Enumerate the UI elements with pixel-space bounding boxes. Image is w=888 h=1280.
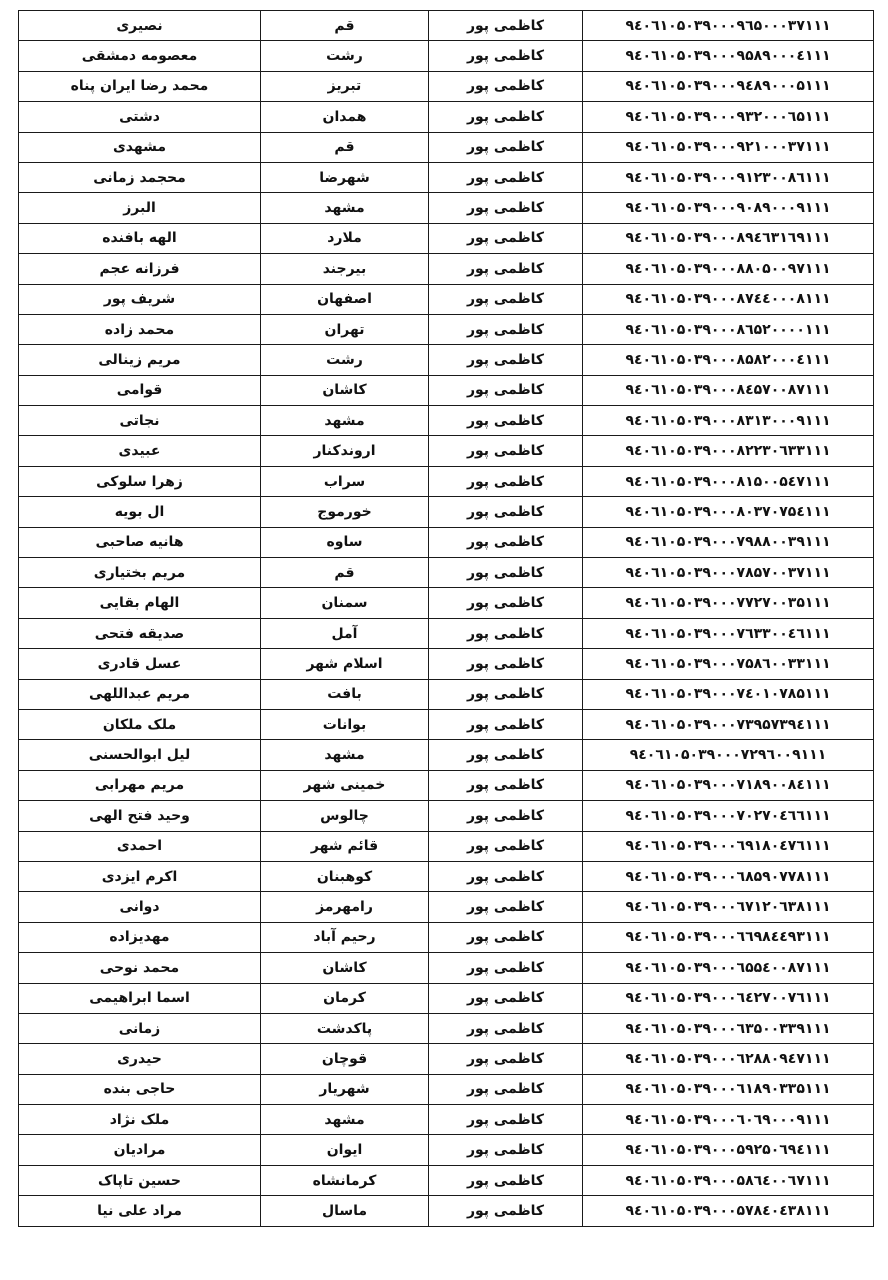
surname-cell: کاظمی پور [429, 1074, 583, 1104]
person-name-cell: احمدی [19, 831, 261, 861]
tracking-code-cell: ۹٤۰٦۱۰۵۰۳۹۰۰۰٦۵۵٤۰۰۸۷۱۱۱ [583, 953, 874, 983]
person-name-cell: لیل ابوالحسنی [19, 740, 261, 770]
person-name-cell: قوامی [19, 375, 261, 405]
person-name-cell: نصیری [19, 11, 261, 41]
surname-cell: کاظمی پور [429, 649, 583, 679]
person-name-cell: الهام بقایی [19, 588, 261, 618]
tracking-code-cell: ۹٤۰٦۱۰۵۰۳۹۰۰۰۸۰۳۷۰۷۵٤۱۱۱ [583, 497, 874, 527]
surname-cell: کاظمی پور [429, 953, 583, 983]
city-cell: مشهد [261, 193, 429, 223]
city-cell: اروندکنار [261, 436, 429, 466]
city-cell: کوهبنان [261, 861, 429, 891]
person-name-cell: زمانی [19, 1013, 261, 1043]
tracking-code-cell: ۹٤۰٦۱۰۵۰۳۹۰۰۰۸۸۰۵۰۰۹۷۱۱۱ [583, 254, 874, 284]
table-row [19, 740, 874, 770]
surname-cell: کاظمی پور [429, 497, 583, 527]
table-row [19, 436, 874, 466]
person-name-cell: مهدیزاده [19, 922, 261, 952]
surname-cell: کاظمی پور [429, 1196, 583, 1226]
table-row [19, 406, 874, 436]
table-row [19, 649, 874, 679]
person-name-cell: وحید فتح الهی [19, 801, 261, 831]
table-row [19, 1196, 874, 1226]
surname-cell: کاظمی پور [429, 193, 583, 223]
tracking-code-cell: ۹٤۰٦۱۰۵۰۳۹۰۰۰۹۲۱۰۰۰۳۷۱۱۱ [583, 132, 874, 162]
table-row [19, 831, 874, 861]
city-cell: قم [261, 132, 429, 162]
surname-cell: کاظمی پور [429, 892, 583, 922]
person-name-cell: شریف پور [19, 284, 261, 314]
person-name-cell: الهه بافنده [19, 223, 261, 253]
person-name-cell: مراد علی نیا [19, 1196, 261, 1226]
table-row [19, 466, 874, 496]
table-row [19, 41, 874, 71]
surname-cell: کاظمی پور [429, 1044, 583, 1074]
person-name-cell: مریم زینالی [19, 345, 261, 375]
roster-sheet [18, 10, 874, 1270]
city-cell: ملارد [261, 223, 429, 253]
person-name-cell: محمد رضا ایران پناه [19, 71, 261, 101]
surname-cell: کاظمی پور [429, 284, 583, 314]
person-name-cell: مشهدی [19, 132, 261, 162]
person-name-cell: دوانی [19, 892, 261, 922]
surname-cell: کاظمی پور [429, 618, 583, 648]
table-row [19, 861, 874, 891]
city-cell: تهران [261, 314, 429, 344]
city-cell: رشت [261, 345, 429, 375]
person-name-cell: اسما ابراهیمی [19, 983, 261, 1013]
city-cell: رامهرمز [261, 892, 429, 922]
table-row [19, 892, 874, 922]
table-row [19, 1165, 874, 1195]
city-cell: مشهد [261, 406, 429, 436]
city-cell: بوانات [261, 709, 429, 739]
table-row [19, 254, 874, 284]
city-cell: سمنان [261, 588, 429, 618]
person-name-cell: حسین تاپاک [19, 1165, 261, 1195]
city-cell: اسلام شهر [261, 649, 429, 679]
table-row [19, 679, 874, 709]
surname-cell: کاظمی پور [429, 1135, 583, 1165]
city-cell: شهریار [261, 1074, 429, 1104]
city-cell: بیرجند [261, 254, 429, 284]
tracking-code-cell: ۹٤۰٦۱۰۵۰۳۹۰۰۰۷٦۳۳۰۰٤٦۱۱۱ [583, 618, 874, 648]
person-name-cell: عبیدی [19, 436, 261, 466]
table-row [19, 922, 874, 952]
tracking-code-cell: ۹٤۰٦۱۰۵۰۳۹۰۰۰۹٦۵۰۰۰۳۷۱۱۱ [583, 11, 874, 41]
surname-cell: کاظمی پور [429, 41, 583, 71]
city-cell: کاشان [261, 953, 429, 983]
surname-cell: کاظمی پور [429, 11, 583, 41]
table-row [19, 1013, 874, 1043]
tracking-code-cell: ۹٤۰٦۱۰۵۰۳۹۰۰۰۸۵۸۲۰۰۰٤۱۱۱ [583, 345, 874, 375]
surname-cell: کاظمی پور [429, 801, 583, 831]
city-cell: رشت [261, 41, 429, 71]
city-cell: ایوان [261, 1135, 429, 1165]
table-row [19, 1135, 874, 1165]
person-name-cell: مریم بختیاری [19, 558, 261, 588]
roster-table [18, 10, 874, 1227]
table-row [19, 11, 874, 41]
tracking-code-cell: ۹٤۰٦۱۰۵۰۳۹۰۰۰٦۷۱۲۰٦۳۸۱۱۱ [583, 892, 874, 922]
surname-cell: کاظمی پور [429, 922, 583, 952]
tracking-code-cell: ۹٤۰٦۱۰۵۰۳۹۰۰۰۹۵۸۹۰۰۰٤۱۱۱ [583, 41, 874, 71]
surname-cell: کاظمی پور [429, 983, 583, 1013]
table-row [19, 345, 874, 375]
surname-cell: کاظمی پور [429, 1013, 583, 1043]
table-row [19, 709, 874, 739]
city-cell: قم [261, 11, 429, 41]
city-cell: آمل [261, 618, 429, 648]
surname-cell: کاظمی پور [429, 831, 583, 861]
city-cell: قائم شهر [261, 831, 429, 861]
person-name-cell: هانیه صاحبی [19, 527, 261, 557]
city-cell: اصفهان [261, 284, 429, 314]
tracking-code-cell: ۹٤۰٦۱۰۵۰۳۹۰۰۰۷۷۲۷۰۰۳۵۱۱۱ [583, 588, 874, 618]
tracking-code-cell: ۹٤۰٦۱۰۵۰۳۹۰۰۰٦۰٦۹۰۰۰۹۱۱۱ [583, 1105, 874, 1135]
person-name-cell: عسل قادری [19, 649, 261, 679]
surname-cell: کاظمی پور [429, 588, 583, 618]
city-cell: شهرضا [261, 162, 429, 192]
surname-cell: کاظمی پور [429, 254, 583, 284]
surname-cell: کاظمی پور [429, 558, 583, 588]
city-cell: همدان [261, 102, 429, 132]
surname-cell: کاظمی پور [429, 375, 583, 405]
city-cell: مشهد [261, 1105, 429, 1135]
city-cell: قم [261, 558, 429, 588]
tracking-code-cell: ۹٤۰٦۱۰۵۰۳۹۰۰۰۵۹۲۵۰٦۹٤۱۱۱ [583, 1135, 874, 1165]
tracking-code-cell: ۹٤۰٦۱۰۵۰۳۹۰۰۰٦٦۹۸٤٤۹۳۱۱۱ [583, 922, 874, 952]
table-row [19, 375, 874, 405]
table-row [19, 284, 874, 314]
surname-cell: کاظمی پور [429, 345, 583, 375]
tracking-code-cell: ۹٤۰٦۱۰۵۰۳۹۰۰۰٦٤۲۷۰۰۷٦۱۱۱ [583, 983, 874, 1013]
person-name-cell: البرز [19, 193, 261, 223]
tracking-code-cell: ۹٤۰٦۱۰۵۰۳۹۰۰۰۹۳۲۰۰۰٦۵۱۱۱ [583, 102, 874, 132]
person-name-cell: صدیقه فتحی [19, 618, 261, 648]
person-name-cell: معصومه دمشقی [19, 41, 261, 71]
table-row [19, 102, 874, 132]
table-row [19, 1044, 874, 1074]
tracking-code-cell: ۹٤۰٦۱۰۵۰۳۹۰۰۰٦۱۸۹۰۳۳۵۱۱۱ [583, 1074, 874, 1104]
table-row [19, 193, 874, 223]
tracking-code-cell: ۹٤۰٦۱۰۵۰۳۹۰۰۰۸۱۵۰۰۵٤۷۱۱۱ [583, 466, 874, 496]
city-cell: خمینی شهر [261, 770, 429, 800]
person-name-cell: مریم عبداللهی [19, 679, 261, 709]
tracking-code-cell: ۹٤۰٦۱۰۵۰۳۹۰۰۰۷۰۲۷۰٤٦٦۱۱۱ [583, 801, 874, 831]
person-name-cell: دشتی [19, 102, 261, 132]
surname-cell: کاظمی پور [429, 709, 583, 739]
city-cell: بافت [261, 679, 429, 709]
tracking-code-cell: ۹٤۰٦۱۰۵۰۳۹۰۰۰۸۳۱۳۰۰۰۹۱۱۱ [583, 406, 874, 436]
city-cell: سراب [261, 466, 429, 496]
tracking-code-cell: ۹٤۰٦۱۰۵۰۳۹۰۰۰۹۰۸۹۰۰۰۹۱۱۱ [583, 193, 874, 223]
table-row [19, 618, 874, 648]
tracking-code-cell: ۹٤۰٦۱۰۵۰۳۹۰۰۰۷۳۹۵۷۳۹٤۱۱۱ [583, 709, 874, 739]
surname-cell: کاظمی پور [429, 740, 583, 770]
tracking-code-cell: ۹٤۰٦۱۰۵۰۳۹۰۰۰۹۱۲۳۰۰۸٦۱۱۱ [583, 162, 874, 192]
tracking-code-cell: ۹٤۰٦۱۰۵۰۳۹۰۰۰٦۹۱۸۰٤۷٦۱۱۱ [583, 831, 874, 861]
city-cell: ماسال [261, 1196, 429, 1226]
roster-table-body [19, 11, 874, 1227]
person-name-cell: ملک ملکان [19, 709, 261, 739]
tracking-code-cell: ۹٤۰٦۱۰۵۰۳۹۰۰۰۸۷٤٤۰۰۰۸۱۱۱ [583, 284, 874, 314]
city-cell: کرمان [261, 983, 429, 1013]
table-row [19, 497, 874, 527]
tracking-code-cell: ۹٤۰٦۱۰۵۰۳۹۰۰۰٦۳۵۰۰۳۳۹۱۱۱ [583, 1013, 874, 1043]
tracking-code-cell: ۹٤۰٦۱۰۵۰۳۹۰۰۰٦۲۸۸۰۹٤۷۱۱۱ [583, 1044, 874, 1074]
city-cell: ساوه [261, 527, 429, 557]
table-row [19, 588, 874, 618]
tracking-code-cell: ۹٤۰٦۱۰۵۰۳۹۰۰۰۷۱۸۹۰۰۸٤۱۱۱ [583, 770, 874, 800]
person-name-cell: ملک نژاد [19, 1105, 261, 1135]
person-name-cell: مرادیان [19, 1135, 261, 1165]
surname-cell: کاظمی پور [429, 406, 583, 436]
tracking-code-cell: ۹٤۰٦۱۰۵۰۳۹۰۰۰۷۵۸٦۰۰۳۳۱۱۱ [583, 649, 874, 679]
city-cell: کاشان [261, 375, 429, 405]
city-cell: قوچان [261, 1044, 429, 1074]
city-cell: تبریز [261, 71, 429, 101]
tracking-code-cell: ۹٤۰٦۱۰۵۰۳۹۰۰۰۷۲۹٦۰۰۹۱۱۱ [583, 740, 874, 770]
person-name-cell: فرزانه عجم [19, 254, 261, 284]
surname-cell: کاظمی پور [429, 466, 583, 496]
surname-cell: کاظمی پور [429, 1165, 583, 1195]
table-row [19, 801, 874, 831]
table-row [19, 223, 874, 253]
surname-cell: کاظمی پور [429, 679, 583, 709]
surname-cell: کاظمی پور [429, 527, 583, 557]
table-row [19, 162, 874, 192]
surname-cell: کاظمی پور [429, 314, 583, 344]
person-name-cell: محجمد زمانی [19, 162, 261, 192]
tracking-code-cell: ۹٤۰٦۱۰۵۰۳۹۰۰۰۷۹۸۸۰۰۳۹۱۱۱ [583, 527, 874, 557]
table-row [19, 71, 874, 101]
person-name-cell: نجاتی [19, 406, 261, 436]
table-row [19, 132, 874, 162]
person-name-cell: ال بویه [19, 497, 261, 527]
surname-cell: کاظمی پور [429, 223, 583, 253]
person-name-cell: اکرم ایزدی [19, 861, 261, 891]
table-row [19, 558, 874, 588]
person-name-cell: حیدری [19, 1044, 261, 1074]
city-cell: مشهد [261, 740, 429, 770]
table-row [19, 770, 874, 800]
tracking-code-cell: ۹٤۰٦۱۰۵۰۳۹۰۰۰۸٦۵۲۰۰۰۰۱۱۱ [583, 314, 874, 344]
tracking-code-cell: ۹٤۰٦۱۰۵۰۳۹۰۰۰۷٤۰۱۰۷۸۵۱۱۱ [583, 679, 874, 709]
person-name-cell: حاجی بنده [19, 1074, 261, 1104]
city-cell: خورموج [261, 497, 429, 527]
table-row [19, 1074, 874, 1104]
surname-cell: کاظمی پور [429, 770, 583, 800]
person-name-cell: محمد زاده [19, 314, 261, 344]
table-row [19, 1105, 874, 1135]
city-cell: چالوس [261, 801, 429, 831]
tracking-code-cell: ۹٤۰٦۱۰۵۰۳۹۰۰۰۸۹٤٦۳۱٦۹۱۱۱ [583, 223, 874, 253]
tracking-code-cell: ۹٤۰٦۱۰۵۰۳۹۰۰۰۸٤۵۷۰۰۸۷۱۱۱ [583, 375, 874, 405]
person-name-cell: مریم مهرابی [19, 770, 261, 800]
surname-cell: کاظمی پور [429, 1105, 583, 1135]
table-row [19, 983, 874, 1013]
surname-cell: کاظمی پور [429, 162, 583, 192]
tracking-code-cell: ۹٤۰٦۱۰۵۰۳۹۰۰۰۸۲۲۳۰٦۳۳۱۱۱ [583, 436, 874, 466]
city-cell: رحیم آباد [261, 922, 429, 952]
city-cell: کرمانشاه [261, 1165, 429, 1195]
person-name-cell: زهرا سلوکی [19, 466, 261, 496]
tracking-code-cell: ۹٤۰٦۱۰۵۰۳۹۰۰۰۵۸٦٤۰۰٦۷۱۱۱ [583, 1165, 874, 1195]
person-name-cell: محمد نوحی [19, 953, 261, 983]
table-row [19, 527, 874, 557]
table-row [19, 314, 874, 344]
tracking-code-cell: ۹٤۰٦۱۰۵۰۳۹۰۰۰٦۸۵۹۰۷۷۸۱۱۱ [583, 861, 874, 891]
surname-cell: کاظمی پور [429, 71, 583, 101]
surname-cell: کاظمی پور [429, 102, 583, 132]
city-cell: پاکدشت [261, 1013, 429, 1043]
surname-cell: کاظمی پور [429, 436, 583, 466]
table-row [19, 953, 874, 983]
surname-cell: کاظمی پور [429, 861, 583, 891]
tracking-code-cell: ۹٤۰٦۱۰۵۰۳۹۰۰۰۵۷۸٤۰٤۳۸۱۱۱ [583, 1196, 874, 1226]
tracking-code-cell: ۹٤۰٦۱۰۵۰۳۹۰۰۰۹٤۸۹۰۰۰۵۱۱۱ [583, 71, 874, 101]
surname-cell: کاظمی پور [429, 132, 583, 162]
tracking-code-cell: ۹٤۰٦۱۰۵۰۳۹۰۰۰۷۸۵۷۰۰۳۷۱۱۱ [583, 558, 874, 588]
